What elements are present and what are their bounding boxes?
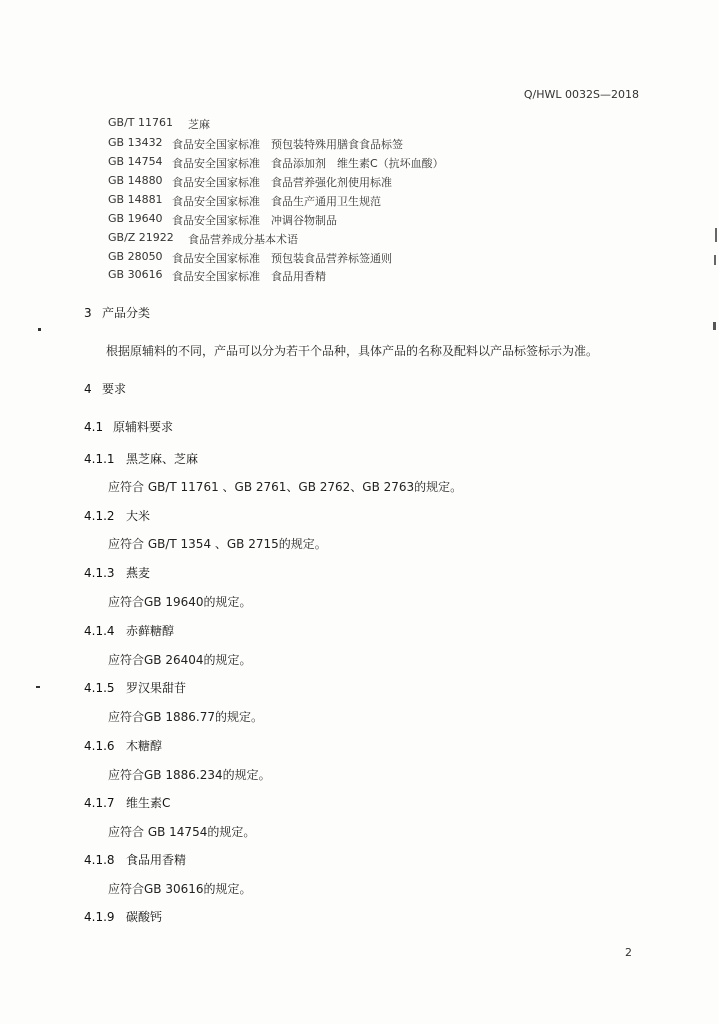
reference-code: GB 30616 (108, 268, 163, 281)
clause-title: 罗汉果甜苷 (126, 681, 187, 695)
scan-edge-mark (713, 322, 716, 330)
clause-heading (84, 794, 170, 811)
clause-number: 4.1.3 (84, 566, 115, 580)
clause-number: 4.1.5 (84, 681, 115, 695)
reference-code: GB 19640 (108, 212, 163, 225)
page-number: 2 (625, 946, 632, 959)
clause-heading (84, 679, 186, 696)
clause-title: 燕麦 (126, 566, 151, 580)
clause-title: 赤藓糖醇 (126, 624, 175, 638)
clause-title: 食品用香精 (126, 853, 187, 867)
reference-title: 食品安全国家标准 食品用香精 (172, 270, 326, 283)
clause-number: 4.1.6 (84, 739, 115, 753)
subsection-heading (84, 418, 173, 435)
document-id: Q/HWL 0032S—2018 (523, 88, 639, 101)
clause-number: 4.1.4 (84, 624, 115, 638)
scan-speck (36, 686, 40, 688)
clause-number: 4.1.2 (84, 509, 115, 523)
section-number: 3 (84, 306, 92, 320)
reference-title: 芝麻 (188, 118, 210, 131)
clause-body: 应符合GB 19640的规定。 (108, 595, 252, 609)
scan-edge-mark (714, 255, 716, 265)
clause-title: 维生素C (126, 796, 171, 810)
clause-title: 黑芝麻、芝麻 (126, 452, 199, 466)
clause-body: 应符合 GB/T 11761 、GB 2761、GB 2762、GB 2763的规定。 (108, 480, 463, 494)
reference-code: GB 14880 (108, 174, 163, 187)
reference-title: 食品安全国家标准 食品添加剂 维生素C（抗坏血酸） (172, 157, 444, 170)
section-number: 4 (84, 382, 92, 396)
section-paragraph: 根据原辅料的不同，产品可以分为若干个品种，具体产品的名称及配料以产品标签标示为准。 (106, 344, 599, 358)
clause-heading (84, 908, 162, 925)
clause-title: 木糖醇 (126, 739, 163, 753)
reference-code: GB 13432 (108, 136, 163, 149)
clause-heading (84, 450, 198, 467)
reference-code: GB/T 11761 (108, 116, 173, 129)
section-heading (84, 304, 150, 321)
reference-title: 食品安全国家标准 预包装食品营养标签通则 (172, 252, 392, 265)
clause-body: 应符合GB 26404的规定。 (108, 653, 252, 667)
section-heading (84, 380, 126, 397)
clause-body: 应符合GB 1886.234的规定。 (108, 768, 271, 782)
clause-heading (84, 851, 186, 868)
subsection-number: 4.1 (84, 420, 104, 434)
clause-number: 4.1.8 (84, 853, 115, 867)
subsection-title: 原辅料要求 (113, 420, 174, 434)
section-title: 要求 (102, 382, 127, 396)
clause-title: 大米 (126, 509, 151, 523)
reference-title: 食品营养成分基本术语 (188, 233, 298, 246)
reference-code: GB 14754 (108, 155, 163, 168)
reference-title: 食品安全国家标准 食品生产通用卫生规范 (172, 195, 381, 208)
clause-number: 4.1.7 (84, 796, 115, 810)
section-title: 产品分类 (102, 306, 151, 320)
clause-number: 4.1.9 (84, 910, 115, 924)
reference-title: 食品安全国家标准 食品营养强化剂使用标准 (172, 176, 392, 189)
clause-number: 4.1.1 (84, 452, 115, 466)
scan-speck (38, 328, 41, 331)
reference-code: GB 14881 (108, 193, 163, 206)
scan-edge-mark (715, 228, 717, 242)
reference-code: GB/Z 21922 (108, 231, 174, 244)
reference-code: GB 28050 (108, 250, 163, 263)
clause-heading (84, 564, 150, 581)
reference-title: 食品安全国家标准 冲调谷物制品 (172, 214, 337, 227)
clause-body: 应符合GB 1886.77的规定。 (108, 710, 263, 724)
reference-title: 食品安全国家标准 预包装特殊用膳食食品标签 (172, 138, 403, 151)
clause-body: 应符合 GB 14754的规定。 (108, 825, 256, 839)
clause-title: 碳酸钙 (126, 910, 163, 924)
clause-body: 应符合GB 30616的规定。 (108, 882, 252, 896)
clause-heading (84, 507, 150, 524)
clause-heading (84, 622, 174, 639)
clause-heading (84, 737, 162, 754)
clause-body: 应符合 GB/T 1354 、GB 2715的规定。 (108, 537, 327, 551)
